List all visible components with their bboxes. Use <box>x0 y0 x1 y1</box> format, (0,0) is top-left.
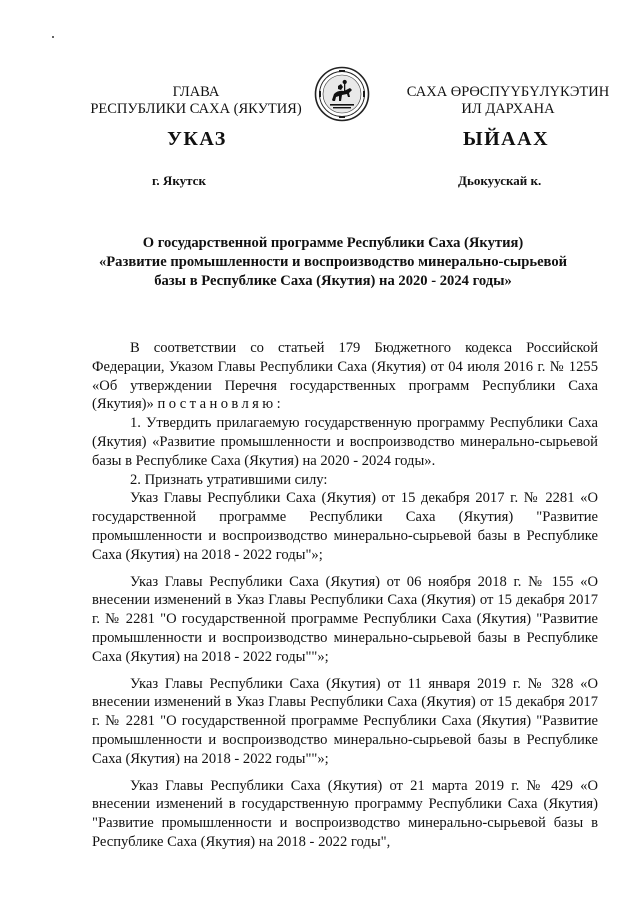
header-right-line1: САХА ӨРӨСПҮҮБҮЛҮКЭТИН <box>406 84 610 100</box>
place-right: Дьокуускай к. <box>458 173 542 188</box>
title-line-3: базы в Республике Саха (Якутия) на 2020 - 2024 годы» <box>154 273 512 289</box>
title-line-2: «Развитие промышленности и воспроизводство минерально-сырьевой <box>98 254 568 270</box>
preamble-text: В соответствии со статьей 179 Бюджетного кодекса Российской Федерации, Указом Главы Республики Саха (Якутия) от 04 июля 2016 г. № 1255 «Об утверждении Перечня государственных программ Республики Саха (Якутия)» <box>92 340 598 413</box>
header-left-line1: ГЛАВА <box>172 84 220 100</box>
repealed-decree-4: Указ Главы Республики Саха (Якутия) от 21 марта 2019 г. № 429 «О внесении изменений в государственную программу Республики Саха (Якутия) "Развитие промышленности и воспроизводство минерально-сырьевой базы в Республике Саха (Якутия) на 2018 - 2022 годы", <box>92 777 598 850</box>
header-left <box>86 84 306 118</box>
document-title <box>88 234 578 291</box>
repealed-decree-1: Указ Главы Республики Саха (Якутия) от 15 декабря 2017 г. № 2281 «О государственной программе Республики Саха (Якутия) "Развитие промышленности и воспроизводство минерально-сырьевой базы в Республике Саха (Якутия) на 2018 - 2022 годы"»; <box>92 490 598 563</box>
repealed-decree-3: Указ Главы Республики Саха (Якутия) от 11 января 2019 г. № 328 «О внесении изменений в Указ Главы Республики Саха (Якутия) от 15 декабря 2017 г. № 2281 "О государственной программе Республики Саха (Якутия) "Развитие промышленности и воспроизводство минерально-сырьевой базы в Республике Саха (Якутия) на 2018 - 2022 годы""»; <box>92 675 598 767</box>
place-left: г. Якутск <box>152 173 206 188</box>
scan-speck <box>52 36 54 38</box>
header-right-line2: ИЛ ДАРХАНА <box>461 101 555 117</box>
document-body <box>92 339 598 852</box>
header-left-line2: РЕСПУБЛИКИ САХА (ЯКУТИЯ) <box>90 101 302 117</box>
repealed-decree-2: Указ Главы Республики Саха (Якутия) от 06 ноября 2018 г. № 155 «О внесении изменений в Указ Главы Республики Саха (Якутия) от 15 декабря 2017 г. № 2281 "О государственной программе Республики Саха (Якутия) "Развитие промышленности и воспроизводство минерально-сырьевой базы в Республике Саха (Якутия) на 2018 - 2022 годы""»; <box>92 573 598 665</box>
title-line-1: О государственной программе Республики Саха (Якутия) <box>142 235 524 251</box>
item-1-paragraph: 1. Утвердить прилагаемую государственную программу Республики Саха (Якутия) «Развитие промышленности и воспроизводство минерально-сырьевой базы в Республике Саха (Якутия) на 2020 - 2024 годы». <box>92 415 598 469</box>
doc-type-left: УКАЗ <box>167 128 227 150</box>
decree-verb: постановляю: <box>157 396 285 413</box>
coat-of-arms-icon <box>314 66 370 122</box>
preamble-paragraph <box>92 339 598 414</box>
item-2-paragraph: 2. Признать утратившими силу: <box>130 471 328 488</box>
doc-type-right: ЫЙААХ <box>462 128 550 150</box>
header-right <box>392 84 624 118</box>
